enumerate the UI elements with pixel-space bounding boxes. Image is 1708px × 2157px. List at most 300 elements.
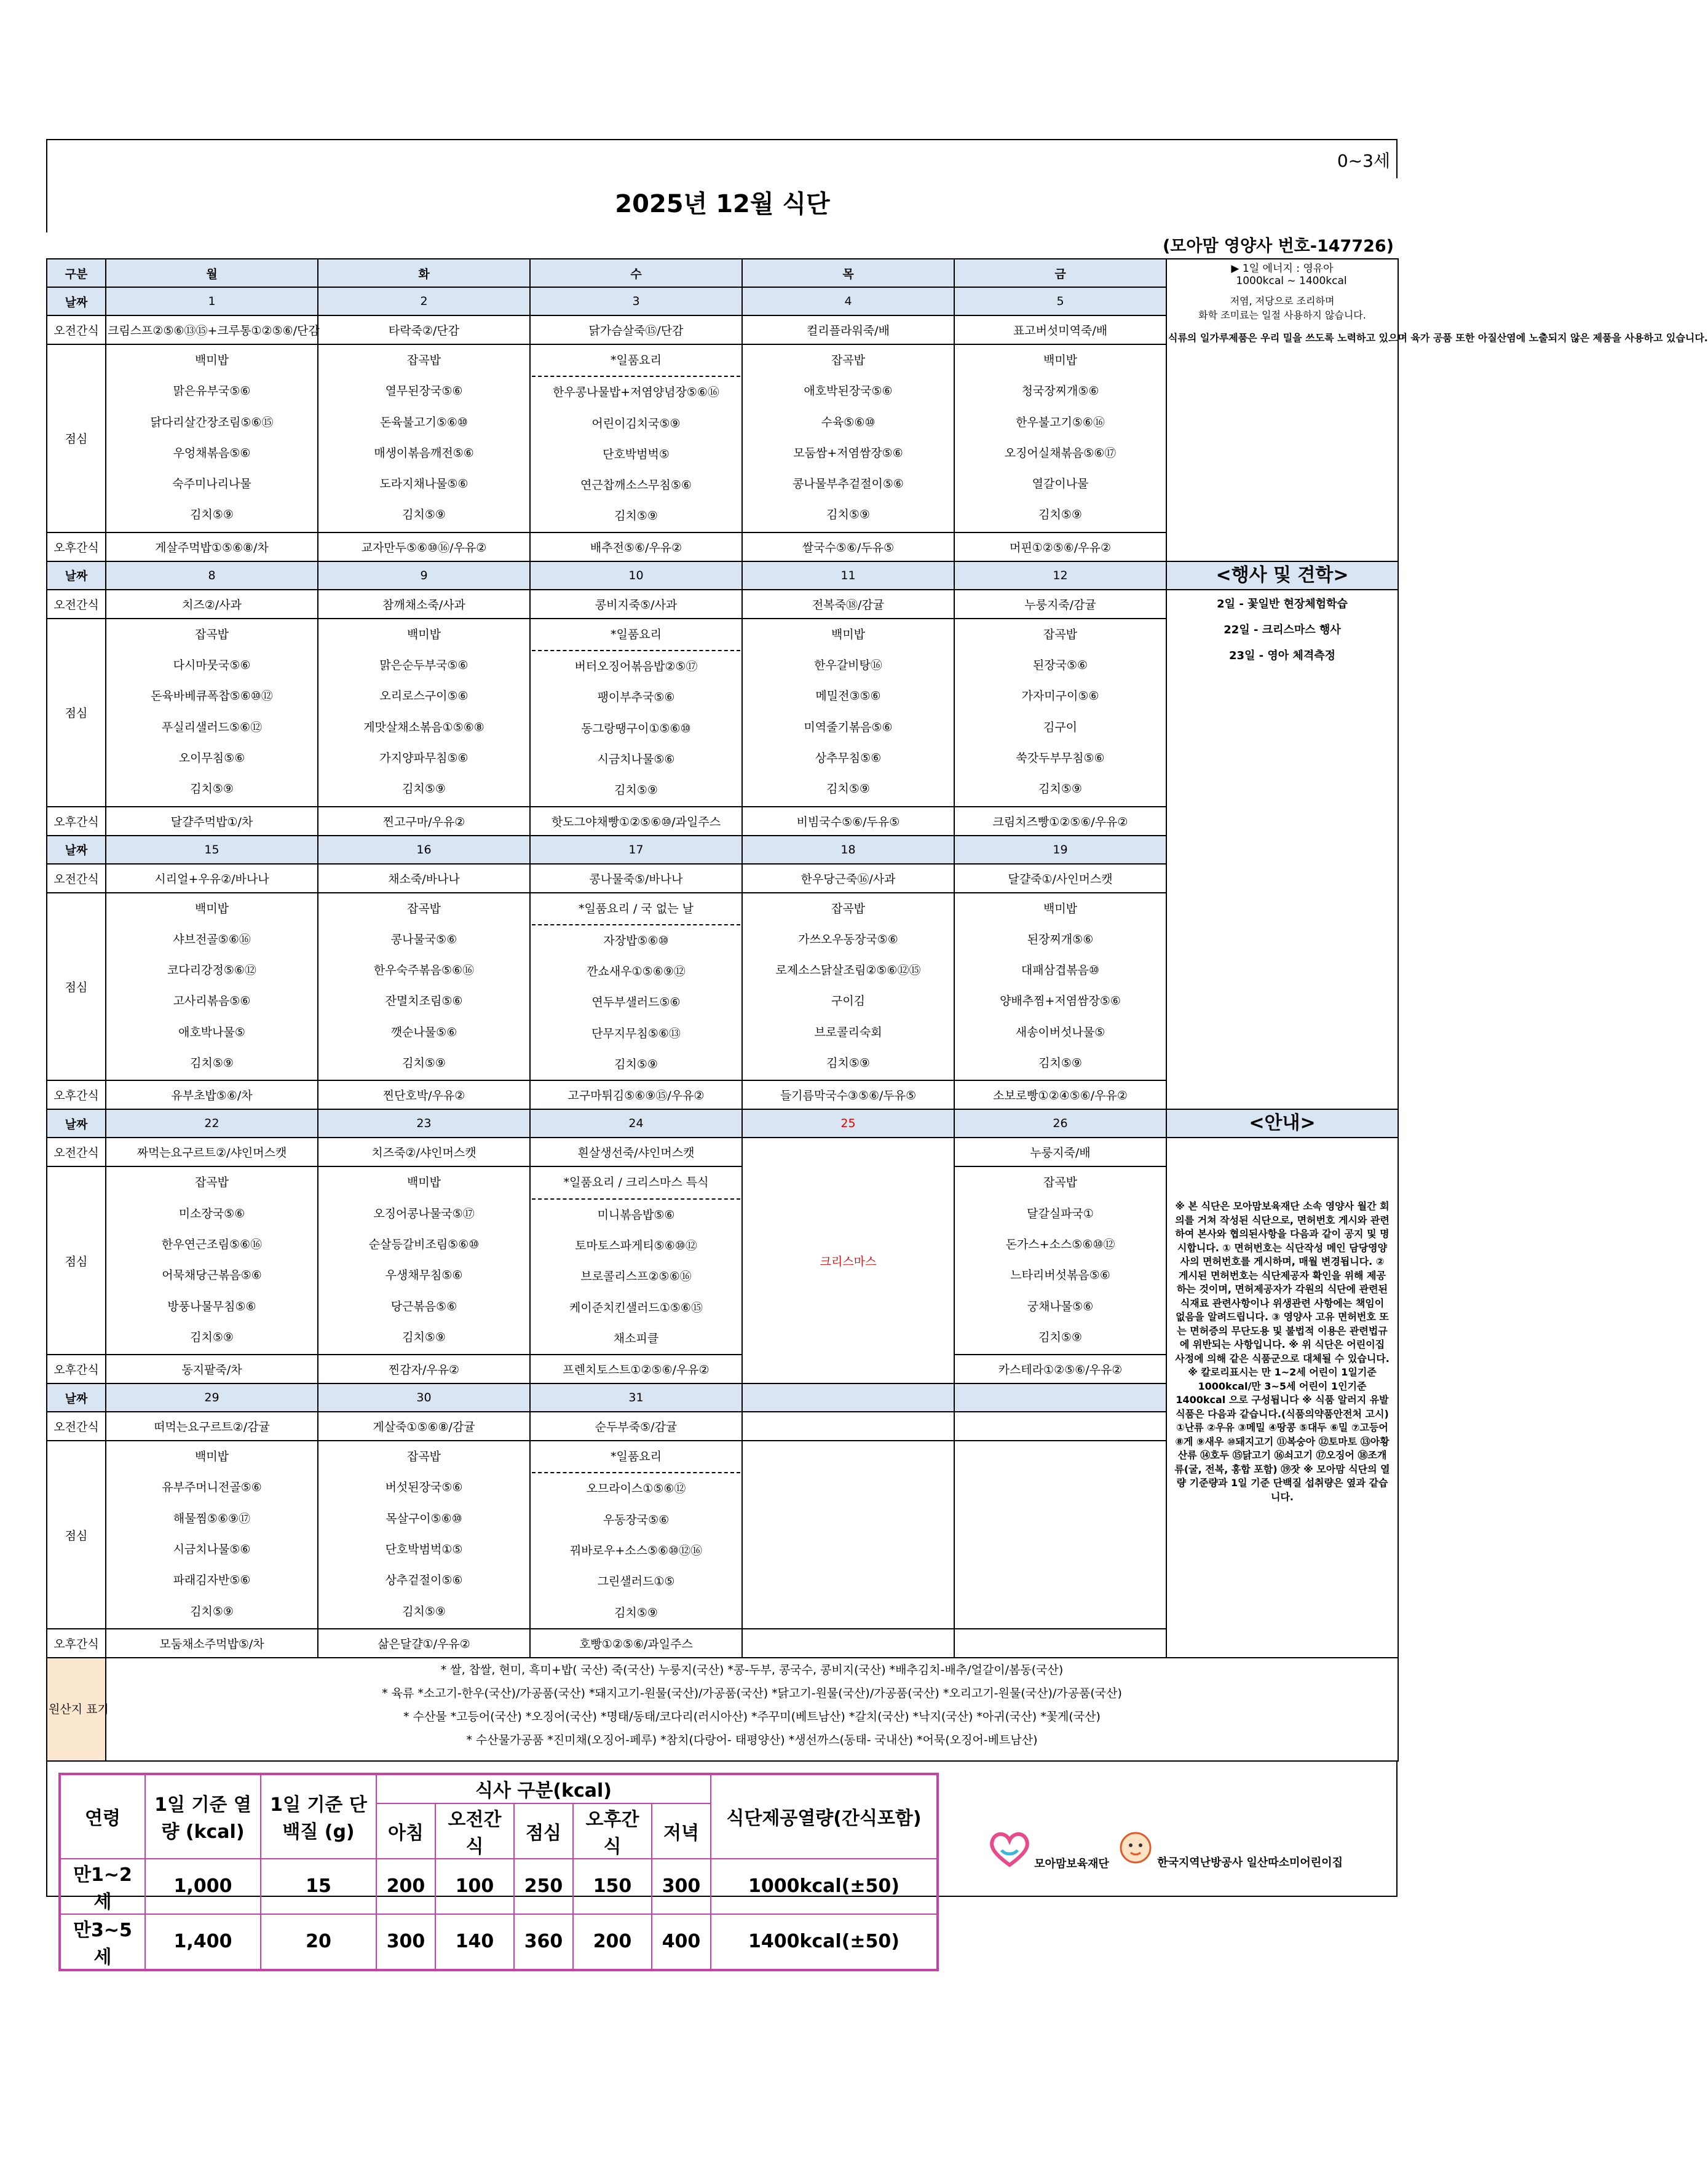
pm-snack-cell: 찐고구마/우유② (318, 807, 530, 836)
pm-snack-cell: 유부초밥⑤⑥/차 (106, 1080, 318, 1109)
menu-item: 우엉채볶음⑤⑥ (173, 446, 251, 460)
menu-item: 김치⑤⑨ (614, 1058, 658, 1072)
origin-cell (106, 1658, 1398, 1761)
pm-snack-cell: 들기름막국수③⑤⑥/두유⑤ (742, 1080, 954, 1109)
date-cell: 18 (742, 836, 954, 864)
menu-item: 수육⑤⑥⑩ (821, 415, 876, 429)
menu-item: 잡곡밥 (1043, 627, 1078, 641)
menu-item: 깐쇼새우①⑤⑥⑨⑫ (587, 965, 686, 979)
origin-line: * 수산물가공품 *진미채(오징어-페루) *참치(다랑어- 태평양산) *생선까스(동태- 국내산) *어묵(오징어-베트남산) (466, 1733, 1038, 1747)
menu-item: 버터오징어볶음밥②⑤⑰ (574, 660, 698, 674)
menu-item: 돈육불고기⑤⑥⑩ (380, 415, 468, 429)
menu-item: 순살등갈비조림⑤⑥⑩ (368, 1237, 480, 1251)
menu-item: 김치⑤⑨ (190, 508, 234, 522)
energy-age: 만3~5세 (60, 1914, 145, 1970)
pm-snack-label: 오후간식 (47, 1629, 106, 1658)
menu-item: 백미밥 (831, 627, 866, 641)
menu-item: 한우숙주볶음⑤⑥⑯ (373, 964, 475, 978)
pm-snack-label: 오후간식 (47, 532, 106, 561)
lunch-items (108, 1441, 316, 1627)
menu-item: 김치⑤⑨ (826, 1056, 870, 1071)
date-label: 날짜 (47, 1383, 106, 1412)
energy-info-range: 1000kcal ~ 1400kcal (1236, 275, 1347, 287)
menu-item: 김구이 (1043, 720, 1078, 734)
menu-item: 오징어실채볶음⑤⑥⑰ (1004, 446, 1117, 460)
pm-snack-cell: 찐감자/우유② (318, 1355, 530, 1383)
lunch-cell (106, 344, 318, 532)
lunch-cell (742, 893, 954, 1081)
menu-item: 버섯된장국⑤⑥ (385, 1481, 463, 1495)
pm-snack-cell: 핫도그야채빵①②⑤⑥⑩/과일주스 (530, 807, 742, 836)
origin-lines (108, 1658, 1396, 1747)
daycare-logo (1117, 1829, 1343, 1870)
menu-item: 김치⑤⑨ (1038, 1330, 1082, 1344)
menu-table (46, 258, 1708, 1762)
menu-document (46, 139, 1708, 1968)
moamom-logo (988, 1829, 1109, 1871)
menu-item: *일품요리 (532, 1441, 740, 1473)
lunch-items (744, 345, 952, 531)
menu-item: 매생이볶음깨전⑤⑥ (374, 446, 474, 460)
date-cell: 2 (318, 287, 530, 315)
menu-item: 양배추찜+저염쌈장⑤⑥ (1000, 994, 1121, 1008)
am-snack-cell: 닭가슴살죽⑮/단감 (530, 315, 742, 344)
ingredient-note: 식류의 일가루제품은 우리 밀을 쓰도록 노력하고 있으며 육가 공품 또한 아질산염에 노출되지 않은 제품을 사용하고 있습니다. (1168, 332, 1708, 344)
menu-item: 닭다리살간장조림⑤⑥⑮ (150, 415, 274, 429)
menu-item: 채소피클 (613, 1331, 659, 1345)
events-title: <행사 및 견학> (1167, 562, 1398, 590)
header-day: 수 (530, 259, 742, 287)
origin-row (47, 1658, 1398, 1761)
meal-header-am-snack: 오전간식 (435, 1803, 514, 1859)
menu-item: 한우갈비탕⑯ (814, 659, 882, 673)
menu-item: 김치⑤⑨ (402, 1604, 446, 1618)
menu-item: 자장밥⑤⑥⑩ (603, 933, 669, 948)
am-snack-cell: 한우당근죽⑯/사과 (742, 864, 954, 893)
menu-item: 그린샐러드①⑤ (597, 1575, 675, 1589)
lunch-cell (318, 344, 530, 532)
lunch-items (108, 345, 316, 531)
header-day: 목 (742, 259, 954, 287)
lunch-items (956, 893, 1164, 1079)
lunch-cell (106, 893, 318, 1081)
menu-item: 모둠쌈+저염쌈장⑤⑥ (793, 446, 903, 460)
menu-item: 단호박범벅⑤ (603, 447, 670, 461)
menu-item: 동그랑땡구이①⑤⑥⑩ (581, 721, 691, 735)
menu-item: 게맛살채소볶음①⑤⑥⑧ (363, 720, 484, 734)
pm-snack-label: 오후간식 (47, 807, 106, 836)
date-label: 날짜 (47, 1109, 106, 1138)
menu-item: 상추겉절이⑤⑥ (385, 1573, 463, 1588)
am-snack-label: 오전간식 (47, 864, 106, 893)
energy-header-kcal: 1일 기준 열량 (kcal) (145, 1774, 261, 1859)
menu-item: 백미밥 (194, 354, 229, 367)
am-snack-cell: 콩비지죽⑤/사과 (530, 590, 742, 619)
am-snack-cell: 참깨채소죽/사과 (318, 590, 530, 619)
pm-snack-cell: 삶은달걀①/우유② (318, 1629, 530, 1658)
lunch-cell (954, 619, 1166, 807)
menu-item: 토마토스파게티⑤⑥⑩⑫ (575, 1238, 697, 1253)
menu-item: 당근볶음⑤⑥ (390, 1299, 457, 1313)
date-label: 날짜 (47, 287, 106, 315)
energy-meal: 300 (652, 1859, 711, 1914)
pm-snack-cell: 카스테라①②⑤⑥/우유② (954, 1355, 1166, 1383)
events-panel (1166, 561, 1398, 1110)
pm-snack-cell: 고구마튀김⑤⑥⑨⑮/우유② (530, 1080, 742, 1109)
menu-item: *일품요리 (532, 345, 740, 377)
menu-item: 방풍나물무침⑤⑥ (167, 1299, 256, 1313)
menu-item: 깻순나물⑤⑥ (390, 1025, 457, 1039)
date-cell: 31 (530, 1383, 742, 1412)
menu-item: 김치⑤⑨ (402, 1330, 446, 1344)
meal-header-breakfast: 아침 (376, 1803, 435, 1859)
menu-item: 김치⑤⑨ (614, 783, 658, 797)
am-snack-cell: 흰살생선죽/샤인머스캣 (530, 1138, 742, 1166)
am-snack-label: 오전간식 (47, 1412, 106, 1441)
energy-total: 1000kcal(±50) (711, 1859, 938, 1914)
pm-snack-cell: 크림치즈빵①②⑤⑥/우유② (954, 807, 1166, 836)
menu-item: 김치⑤⑨ (826, 782, 870, 796)
menu-item: *일품요리 (532, 619, 740, 651)
lunch-items (320, 1167, 528, 1353)
menu-item: 샤브전골⑤⑥⑯ (173, 932, 251, 946)
menu-item: 푸실리샐러드⑤⑥⑫ (161, 720, 263, 734)
am-snack-cell: 달걀죽①/사인머스캣 (954, 864, 1166, 893)
lunch-cell (742, 619, 954, 807)
age-range: 0~3세 (1337, 151, 1390, 171)
pm-snack-cell: 찐단호박/우유② (318, 1080, 530, 1109)
menu-item: 미역줄기볶음⑤⑥ (804, 720, 893, 734)
date-cell (954, 1383, 1166, 1412)
menu-item: 숙주미나리나물 (172, 477, 251, 491)
menu-item: *일품요리 / 국 없는 날 (532, 893, 740, 925)
lunch-items (320, 619, 528, 805)
heart-logo-icon (988, 1829, 1031, 1867)
date-cell: 29 (106, 1383, 318, 1412)
lunch-items (956, 345, 1164, 531)
am-snack-cell: 짜먹는요구르트②/샤인머스캣 (106, 1138, 318, 1166)
holiday-cell: 크리스마스 (742, 1138, 954, 1383)
menu-item: 우동장국⑤⑥ (603, 1513, 670, 1527)
origin-line: * 쌀, 찹쌀, 현미, 흑미+밥( 국산) 죽(국산) 누룽지(국산) *콩-두부, 콩국수, 콩비지(국산) *배추김치-배추/얼갈이/봄동(국산) (440, 1663, 1064, 1677)
date-cell: 10 (530, 561, 742, 590)
header-day: 화 (318, 259, 530, 287)
pm-snack-cell: 비빔국수⑤⑥/두유⑤ (742, 807, 954, 836)
lunch-label: 점심 (47, 1441, 106, 1629)
origin-line: * 육류 *소고기-한우(국산)/가공품(국산) *돼지고기-원물(국산)/가공품(국산) *닭고기-원물(국산)/가공품(국산) *오리고기-원물(국산)/가공품(국산) (382, 1686, 1122, 1700)
daycare-logo-text: 한국지역난방공사 일산따소미어린이집 (1157, 1856, 1343, 1869)
menu-item: 콩나물국⑤⑥ (390, 932, 457, 946)
am-snack-cell: 치즈②/사과 (106, 590, 318, 619)
menu-item: 오리로스구이⑤⑥ (379, 689, 469, 703)
am-snack-cell: 전복죽⑱/감귤 (742, 590, 954, 619)
menu-item: 가자미구이⑤⑥ (1021, 689, 1099, 703)
date-cell: 30 (318, 1383, 530, 1412)
lunch-items (108, 893, 316, 1079)
menu-item: 잡곡밥 (194, 627, 229, 641)
menu-item: 김치⑤⑨ (402, 782, 446, 796)
am-snack-label: 오전간식 (47, 315, 106, 344)
date-cell: 9 (318, 561, 530, 590)
menu-item: 쑥갓두부무침⑤⑥ (1016, 751, 1105, 765)
energy-info: ▶ 1일 에너지 : 영유아 (1231, 263, 1334, 275)
energy-meal: 140 (435, 1914, 514, 1970)
menu-item: 고사리볶음⑤⑥ (173, 994, 251, 1008)
meal-header-dinner: 저녁 (652, 1803, 711, 1859)
menu-item: 김치⑤⑨ (402, 508, 446, 522)
nutritionist-number: (모아맘 영양사 번호-147726) (1162, 237, 1394, 256)
menu-item: 맑은순두부국⑤⑥ (379, 659, 469, 673)
menu-item: 시금치나물⑤⑥ (597, 752, 675, 766)
lunch-cell (954, 1166, 1166, 1355)
pm-snack-cell: 소보로빵①②④⑤⑥/우유② (954, 1080, 1166, 1109)
menu-item: 청국장찌개⑤⑥ (1021, 384, 1099, 398)
am-snack-cell: 순두부죽⑤/감귤 (530, 1412, 742, 1441)
energy-protein: 20 (261, 1914, 376, 1970)
origin-label: 원산지 표기 (47, 1658, 106, 1761)
lunch-items (320, 1441, 528, 1627)
menu-item: 콩나물부추겉절이⑤⑥ (793, 477, 904, 491)
energy-header-meals: 식사 구분(kcal) (376, 1774, 711, 1803)
page-title: 2025년 12월 식단 (615, 190, 830, 218)
menu-item: 꿔바로우+소스⑤⑥⑩⑫⑯ (569, 1544, 703, 1558)
pm-snack-cell: 배추전⑤⑥/우유② (530, 532, 742, 561)
header-day: 금 (954, 259, 1166, 287)
menu-item: 시금치나물⑤⑥ (173, 1543, 251, 1557)
menu-item: 잡곡밥 (194, 1176, 229, 1190)
lunch-cell (530, 1166, 742, 1355)
menu-item: 김치⑤⑨ (614, 509, 658, 523)
menu-item: 잡곡밥 (406, 901, 441, 916)
lunch-cell (954, 344, 1166, 532)
meal-header-lunch: 점심 (514, 1803, 573, 1859)
age-header-box (46, 139, 1398, 178)
am-snack-cell (954, 1412, 1166, 1441)
menu-item: 미소장국⑤⑥ (178, 1206, 245, 1221)
am-snack-cell (742, 1412, 954, 1441)
am-snack-cell: 게살죽①⑤⑥⑧/감귤 (318, 1412, 530, 1441)
date-cell: 19 (954, 836, 1166, 864)
date-label: 날짜 (47, 836, 106, 864)
date-cell: 22 (106, 1109, 318, 1138)
pm-snack-cell: 프렌치토스트①②⑤⑥/우유② (530, 1355, 742, 1383)
menu-item: 로제소스닭살조림②⑤⑥⑫⑮ (775, 964, 921, 978)
am-snack-cell: 떠먹는요구르트②/감귤 (106, 1412, 318, 1441)
menu-item: 어묵채당근볶음⑤⑥ (162, 1268, 262, 1283)
menu-item: 오징어콩나물국⑤⑰ (373, 1206, 475, 1221)
lunch-cell (318, 1166, 530, 1355)
date-row (47, 561, 1398, 590)
date-cell: 15 (106, 836, 318, 864)
menu-item: 잡곡밥 (831, 901, 866, 916)
menu-item: 김치⑤⑨ (1038, 1056, 1082, 1071)
menu-item: 케이준치킨샐러드①⑤⑥⑮ (569, 1300, 703, 1315)
am-snack-cell: 타락죽②/단감 (318, 315, 530, 344)
am-snack-cell: 치즈죽②/샤인머스캣 (318, 1138, 530, 1166)
energy-header-protein: 1일 기준 단백질 (g) (261, 1774, 376, 1859)
pm-snack-label: 오후간식 (47, 1355, 106, 1383)
menu-item: 열갈이나물 (1032, 477, 1089, 491)
date-cell: 17 (530, 836, 742, 864)
menu-item: 돈가스+소스⑤⑥⑩⑫ (1005, 1237, 1115, 1251)
date-cell: 12 (954, 561, 1166, 590)
date-cell: 26 (954, 1109, 1166, 1138)
date-cell: 3 (530, 287, 742, 315)
energy-meal: 200 (376, 1859, 435, 1914)
menu-item: 새송이버섯나물⑤ (1015, 1025, 1105, 1039)
am-snack-cell: 표고버섯미역죽/배 (954, 315, 1166, 344)
pm-snack-cell: 달걀주먹밥①/차 (106, 807, 318, 836)
lunch-cell (530, 893, 742, 1081)
lunch-label: 점심 (47, 344, 106, 532)
date-cell: 11 (742, 561, 954, 590)
pm-snack-cell: 교자만두⑤⑥⑩⑯/우유② (318, 532, 530, 561)
menu-item: 가쓰오우동장국⑤⑥ (798, 932, 898, 946)
nutritionist-row (46, 232, 1398, 258)
menu-item: 김치⑤⑨ (1038, 782, 1082, 796)
am-snack-cell: 콩나물죽⑤/바나나 (530, 864, 742, 893)
header-row (47, 259, 1398, 287)
am-snack-cell: 크림스프②⑤⑥⑬⑮+크루통①②⑤⑥/단감 (106, 315, 318, 344)
menu-item: 상추무침⑤⑥ (815, 751, 882, 765)
event-item: 2일 - 꽃일반 현장체험학습 (1217, 597, 1348, 611)
lunch-label: 점심 (47, 1166, 106, 1355)
energy-meal: 100 (435, 1859, 514, 1914)
menu-item: 백미밥 (194, 1450, 229, 1464)
lunch-items (744, 893, 952, 1079)
notice-text: ※ 본 식단은 모아맘보육재단 소속 영양사 월간 회의를 거쳐 작성된 식단으로, 면허번호 게시와 관련하여 본사와 협의된사항을 다음과 같이 공지 및 명시합니다. ① 면허번호는 식단작성 메인 담당영양사의 면허번호를 게시하며, 매월 변경됩니다. ② 게시된 면허번호는 식단제공자 확인을 위해 제공하는 것이며, 면허제공자가 각원의 식단에 관련된 식재료 관련사항이나 위생관련 사항에는 책임이 없음을 알려드립니다. ③ 영양사 고유 면허번호 또는 면허증의 무단도용 및 불법적 이용은 관련법규에 위반되는 사항입니다. ※ 위 식단은 어린이집 사정에 의해 같은 식품군으로 대체될 수 있습니다. ※ 칼로리표시는 만 1~2세 어린이 1일기준 1000kcal/만 3~5세 어린이 1인기준 1400kcal 으로 구성됩니다 ※ 식품 알러지 유발 식품은 다음과 같습니다.(식품의약품안전처 고시) ①난류 ②우유 ③메밀 ④땅콩 ⑤대두 ⑥밀 ⑦고등어 ⑧게 ⑨새우 ⑩돼지고기 ⑪복숭아 ⑫토마토 ⑬아황산류 ⑭호두 ⑮닭고기 ⑯쇠고기 ⑰오징어 ⑱조개류(굴, 전복, 홍합 포함) ⑲잣 ※ 모아맘 식단의 열량 기준량과 1일 기준 단백질 섭취량은 옆과 같습니다. (1174, 1200, 1390, 1503)
menu-item: 한우콩나물밥+저염양념장⑤⑥⑯ (553, 386, 719, 400)
menu-item: 가지양파무침⑤⑥ (379, 751, 469, 765)
lunch-items (320, 893, 528, 1079)
pm-snack-cell: 호빵①②⑤⑥/과일주스 (530, 1629, 742, 1658)
menu-item: 잡곡밥 (406, 1450, 441, 1464)
menu-item: 백미밥 (1043, 354, 1078, 367)
lunch-label: 점심 (47, 893, 106, 1081)
menu-item: 구이김 (831, 994, 866, 1008)
menu-item: 목살구이⑤⑥⑩ (385, 1511, 462, 1526)
menu-item: 오이무침⑤⑥ (178, 751, 245, 765)
am-snack-cell: 채소죽/바나나 (318, 864, 530, 893)
lunch-label: 점심 (47, 619, 106, 807)
lunch-cell (530, 344, 742, 532)
lunch-cell (318, 893, 530, 1081)
menu-item: 도라지채나물⑤⑥ (379, 477, 469, 491)
menu-item: 김치⑤⑨ (826, 508, 870, 522)
menu-item: 오므라이스①⑤⑥⑫ (586, 1482, 686, 1496)
menu-item: *일품요리 / 크리스마스 특식 (532, 1167, 740, 1199)
lunch-cell (742, 344, 954, 532)
lunch-items (532, 1167, 740, 1354)
lunch-cell (106, 1166, 318, 1355)
menu-item: 된장찌개⑤⑥ (1027, 932, 1094, 946)
energy-row (60, 1859, 938, 1914)
menu-item: 잡곡밥 (406, 354, 441, 367)
notice-title: <안내> (1167, 1110, 1398, 1138)
menu-item: 한우연근조림⑤⑥⑯ (161, 1237, 263, 1251)
energy-header-total: 식단제공열량(간식포함) (711, 1774, 938, 1859)
am-snack-cell: 누룽지죽/배 (954, 1138, 1166, 1166)
menu-item: 된장국⑤⑥ (1032, 659, 1088, 673)
pm-snack-label: 오후간식 (47, 1080, 106, 1109)
menu-item: 잔멸치조림⑤⑥ (385, 994, 463, 1008)
menu-item: 백미밥 (406, 627, 441, 641)
am-snack-cell: 컬리플라워죽/배 (742, 315, 954, 344)
date-cell: 24 (530, 1109, 742, 1138)
date-row (47, 1109, 1398, 1138)
origin-line: * 수산물 *고등어(국산) *오징어(국산) *명태/동태/코다리(러시아산) *주꾸미(베트남산) *갈치(국산) *낙지(국산) *아귀(국산) *꽃게(국산) (403, 1709, 1101, 1724)
title-row (46, 178, 1398, 232)
lunch-items (956, 1167, 1164, 1353)
pm-snack-cell (954, 1629, 1166, 1658)
menu-item: 브로콜리스프②⑤⑥⑯ (580, 1270, 692, 1284)
am-snack-cell: 시리얼+우유②/바나나 (106, 864, 318, 893)
lunch-items (744, 619, 952, 805)
menu-item: 김치⑤⑨ (1038, 508, 1082, 522)
menu-item: 파래김자반⑤⑥ (173, 1573, 251, 1588)
menu-item: 백미밥 (1043, 901, 1078, 916)
moamom-logo-text: 모아맘보육재단 (1034, 1857, 1109, 1870)
menu-item: 유부주머니전골⑤⑥ (162, 1481, 262, 1495)
am-snack-label: 오전간식 (47, 590, 106, 619)
lunch-cell (954, 893, 1166, 1081)
event-item: 22일 - 크리스마스 행사 (1224, 623, 1341, 636)
menu-item: 애호박나물⑤ (178, 1025, 245, 1039)
energy-kcal: 1,400 (145, 1914, 261, 1970)
pm-snack-cell: 게살주먹밥①⑤⑥⑧/차 (106, 532, 318, 561)
energy-meal: 150 (573, 1859, 652, 1914)
menu-item: 브로콜리숙회 (814, 1025, 882, 1039)
event-item: 23일 - 영아 체격측정 (1228, 649, 1336, 662)
menu-item: 김치⑤⑨ (402, 1056, 446, 1071)
menu-item: 다시마뭇국⑤⑥ (173, 659, 251, 673)
lunch-items (532, 893, 740, 1080)
mascot-logo-icon (1117, 1829, 1154, 1866)
menu-item: 미니볶음밥⑤⑥ (597, 1208, 675, 1222)
date-label: 날짜 (47, 561, 106, 590)
energy-header-age: 연령 (60, 1774, 145, 1859)
menu-item: 김치⑤⑨ (190, 1604, 234, 1618)
menu-item: 김치⑤⑨ (190, 1330, 234, 1344)
energy-protein: 15 (261, 1859, 376, 1914)
menu-item: 대패삼겹볶음⑩ (1021, 964, 1100, 978)
pm-snack-cell: 머핀①②⑤⑥/우유② (954, 532, 1166, 561)
energy-meal: 250 (514, 1859, 573, 1914)
date-cell: 8 (106, 561, 318, 590)
menu-item: 연두부샐러드⑤⑥ (591, 995, 681, 1010)
date-cell: 23 (318, 1109, 530, 1138)
info-panel (1166, 259, 1708, 561)
energy-meal: 360 (514, 1914, 573, 1970)
meal-header-pm-snack: 오후간식 (573, 1803, 652, 1859)
energy-meal: 400 (652, 1914, 711, 1970)
header-day: 월 (106, 259, 318, 287)
notice-panel (1166, 1109, 1398, 1658)
menu-item: 우생채무침⑤⑥ (385, 1268, 463, 1283)
menu-item: 백미밥 (194, 901, 229, 916)
energy-meal: 300 (376, 1914, 435, 1970)
date-cell: 16 (318, 836, 530, 864)
lunch-items (532, 345, 740, 532)
header-gubun: 구분 (47, 259, 106, 287)
lunch-cell (318, 619, 530, 807)
menu-item: 잡곡밥 (831, 354, 866, 367)
pm-snack-cell (742, 1629, 954, 1658)
menu-item: 해물찜⑤⑥⑨⑰ (173, 1511, 251, 1526)
lunch-cell (954, 1441, 1166, 1629)
pm-snack-cell: 모둠채소주먹밥⑤/차 (106, 1629, 318, 1658)
energy-total: 1400kcal(±50) (711, 1914, 938, 1970)
